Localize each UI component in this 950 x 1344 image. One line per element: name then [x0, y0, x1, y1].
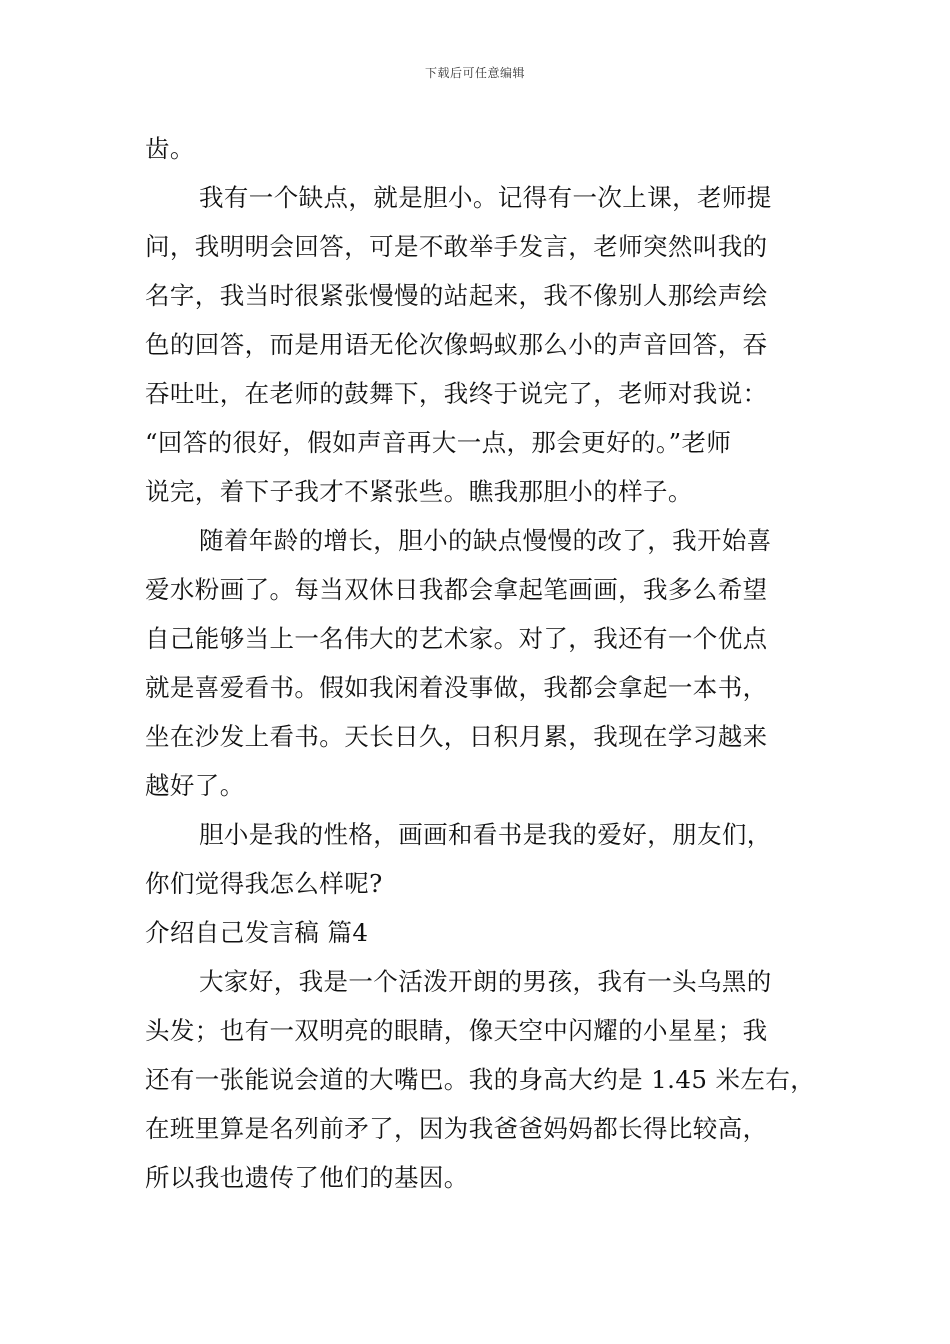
text-line: “回答的很好，假如声音再大一点，那会更好的。”老师: [145, 428, 732, 457]
text-line: 坐在沙发上看书。天长日久，日积月累，我现在学习越来: [145, 722, 768, 751]
text-line: 我有一个缺点，就是胆小。记得有一次上课，老师提: [199, 183, 772, 212]
text-line: 大家好，我是一个活泼开朗的男孩，我有一头乌黑的: [199, 967, 772, 996]
text-line: 就是喜爱看书。假如我闲着没事做，我都会拿起一本书，: [145, 673, 768, 702]
text-line: 头发；也有一双明亮的眼睛，像天空中闪耀的小星星；我: [145, 1016, 768, 1045]
text-line: 越好了。: [145, 771, 245, 800]
text-line: 爱水粉画了。每当双休日我都会拿起笔画画，我多么希望: [145, 575, 768, 604]
text-line: 名字，我当时很紧张慢慢的站起来，我不像别人那绘声绘: [145, 281, 768, 310]
text-line: 在班里算是名列前矛了，因为我爸爸妈妈都长得比较高，: [145, 1114, 768, 1143]
section-heading: 介绍自己发言稿 篇4: [145, 918, 369, 947]
text-line: 色的回答，而是用语无伦次像蚂蚁那么小的声音回答，吞: [145, 330, 768, 359]
document-body: [145, 124, 825, 1202]
text-line: 说完，着下子我才不紧张些。瞧我那胆小的样子。: [145, 477, 693, 506]
text-line: 随着年龄的增长，胆小的缺点慢慢的改了，我开始喜: [199, 526, 772, 555]
text-line: 自己能够当上一名伟大的艺术家。对了，我还有一个优点: [145, 624, 768, 653]
text-line: 所以我也遗传了他们的基因。: [145, 1163, 469, 1192]
text-line: 吞吐吐，在老师的鼓舞下，我终于说完了，老师对我说：: [145, 379, 768, 408]
text-line: 还有一张能说会道的大嘴巴。我的身高大约是 1.45 米左右，: [145, 1065, 816, 1094]
text-line: 你们觉得我怎么样呢?: [145, 869, 383, 898]
text-line: 问，我明明会回答，可是不敢举手发言，老师突然叫我的: [145, 232, 768, 261]
text-line: 齿。: [145, 134, 195, 163]
page-header: 下载后可任意编辑: [424, 66, 525, 80]
text-line: 胆小是我的性格，画画和看书是我的爱好，朋友们，: [199, 820, 772, 849]
